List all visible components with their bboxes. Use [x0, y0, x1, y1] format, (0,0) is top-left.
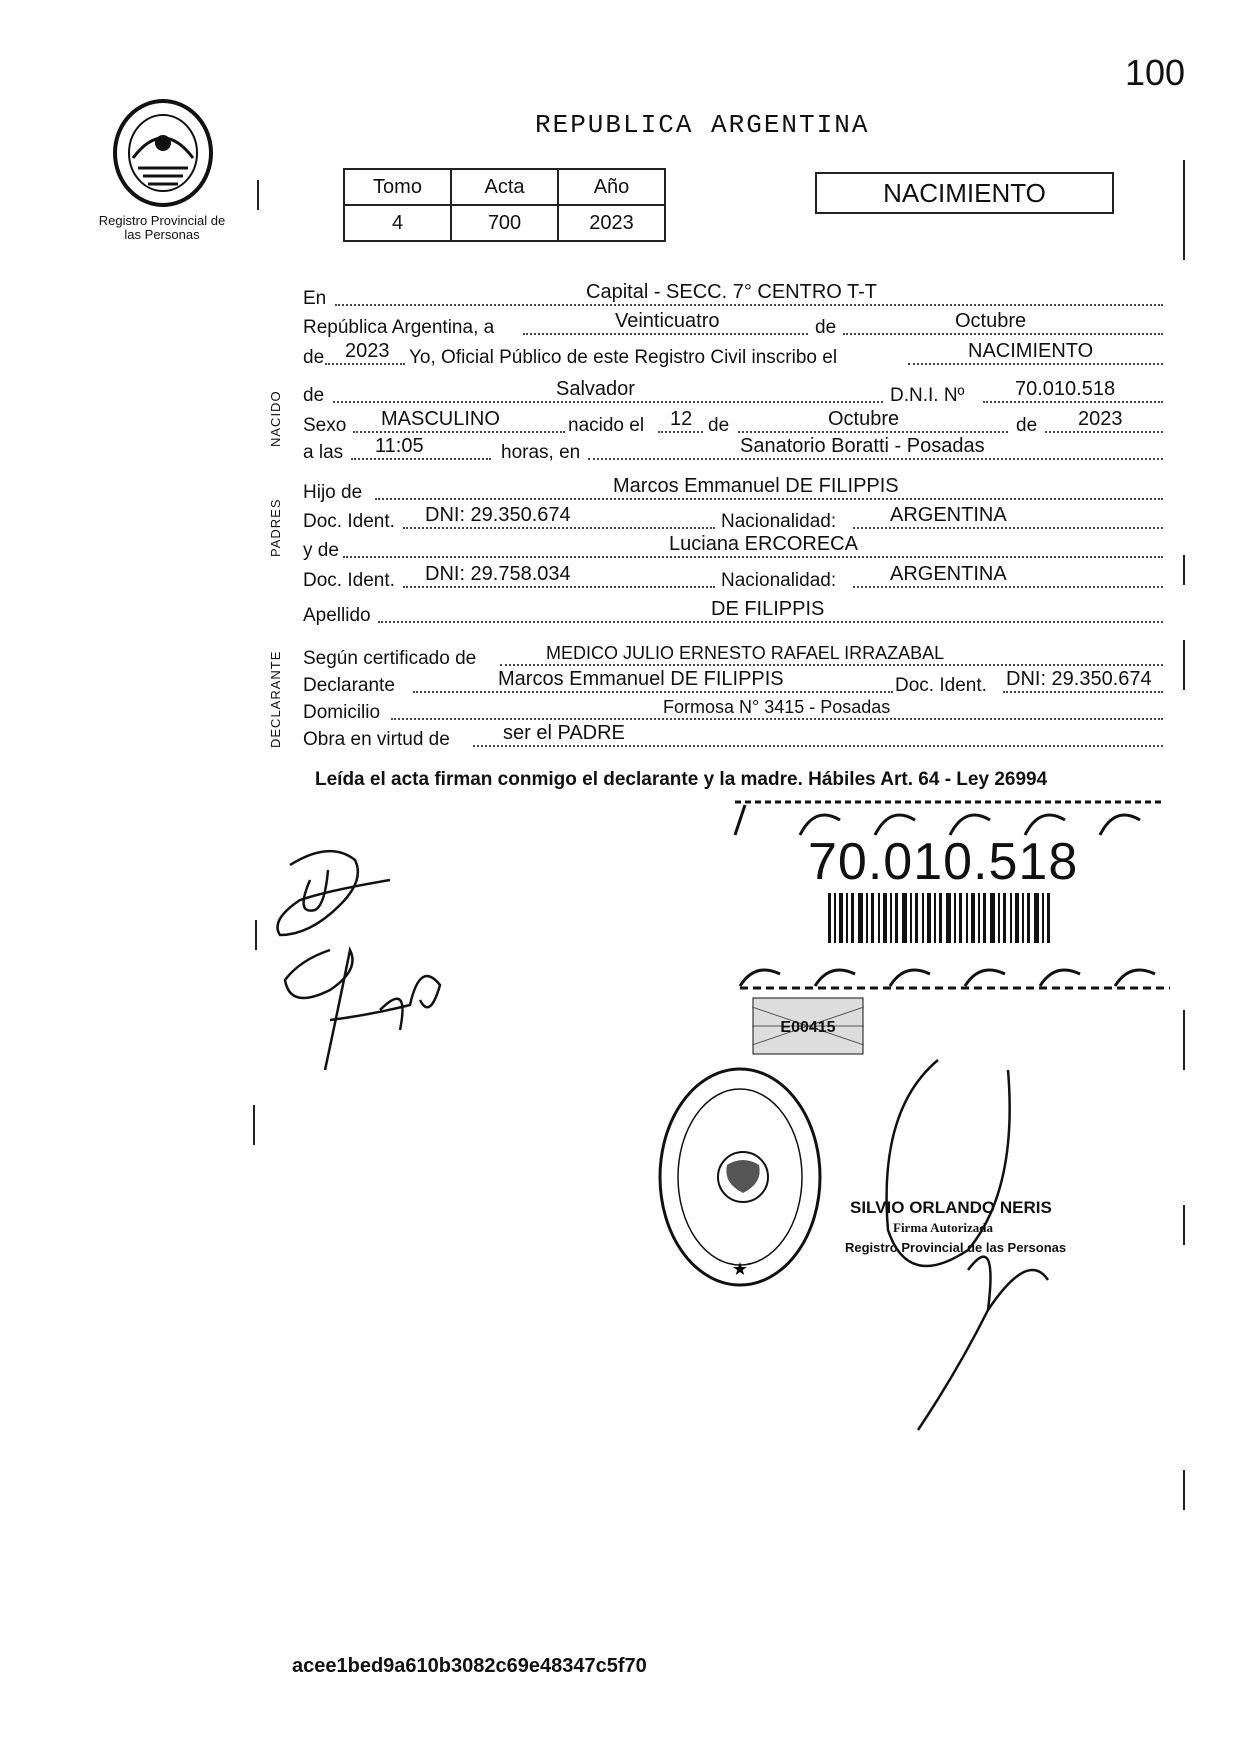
nacionalidad-label-1: Nacionalidad:: [721, 511, 837, 532]
mother-dni: DNI: 29.758.034: [425, 563, 571, 585]
tomo-value: 4: [344, 205, 451, 241]
birth-month: Octubre: [828, 408, 900, 430]
nacido-el-label: nacido el: [568, 415, 645, 436]
official-signature: [858, 1050, 1058, 1440]
handwritten-signatures: [270, 840, 490, 1080]
year-value: 2023: [345, 340, 390, 362]
sexo-label: Sexo: [303, 415, 347, 436]
birth-place: Sanatorio Boratti - Posadas: [740, 435, 985, 457]
mother-nationality: ARGENTINA: [890, 563, 1007, 585]
official-office: Registro Provincial de las Personas: [845, 1240, 1067, 1255]
father-nationality: ARGENTINA: [890, 504, 1007, 526]
logo-caption: Registro Provincial de las Personas: [98, 213, 226, 242]
declarant-dni: DNI: 29.350.674: [1006, 668, 1152, 690]
row-hijo: [303, 475, 1163, 506]
a-las-label: a las: [303, 442, 344, 463]
doc-ident-label-1: Doc. Ident.: [303, 511, 395, 532]
side-label-padres: PADRES: [268, 498, 283, 557]
declarante-label: Declarante: [303, 675, 395, 696]
anio-value: 2023: [558, 205, 665, 241]
nacido-de-label: de: [303, 385, 325, 406]
security-serial-number: 70.010.518: [808, 833, 1079, 891]
row-doc-mother: [303, 563, 1163, 594]
doc-ident-label-2: Doc. Ident.: [303, 570, 395, 591]
acta-value: 700: [451, 205, 558, 241]
declarant-name: Marcos Emmanuel DE FILIPPIS: [498, 668, 784, 690]
row-republica: [303, 310, 1163, 341]
record-reference-table: [343, 168, 666, 242]
row-apellido: [303, 598, 1163, 629]
svg-text:★: ★: [731, 1259, 749, 1279]
certificado-label: Según certificado de: [303, 648, 477, 669]
official-role: Firma Autorizada: [893, 1220, 994, 1235]
side-label-nacido: NACIDO: [268, 390, 283, 447]
hijo-de-label: Hijo de: [303, 482, 363, 503]
nacionalidad-label-2: Nacionalidad:: [721, 570, 837, 591]
row-hora: [303, 435, 1163, 466]
side-label-declarante: DECLARANTE: [268, 650, 283, 748]
de-label-4: de: [1016, 415, 1038, 436]
father-dni: DNI: 29.350.674: [425, 504, 571, 526]
child-dni: 70.010.518: [1015, 378, 1116, 400]
doctor-name: MEDICO JULIO ERNESTO RAFAEL IRRAZABAL: [546, 643, 945, 663]
row-obra: [303, 722, 1163, 753]
row-y-de: [303, 533, 1163, 564]
hologram-code: E00415: [780, 1019, 836, 1036]
row-declarante: [303, 668, 1163, 699]
day-in-words: Veinticuatro: [615, 310, 720, 332]
security-band-bottom: [735, 958, 1175, 990]
address-value: Formosa N° 3415 - Posadas: [663, 697, 891, 717]
acta-header: Acta: [451, 169, 558, 205]
closing-statement: Leída el acta firman conmigo el declarante y la madre. Hábiles Art. 64 - Ley 26994: [315, 769, 1048, 790]
apellido-label: Apellido: [303, 605, 371, 626]
relation-value: ser el PADRE: [503, 722, 625, 744]
birth-day: 12: [670, 408, 693, 430]
row-domicilio: [303, 697, 1163, 726]
row-en: [303, 281, 1163, 312]
de-label-3: de: [708, 415, 730, 436]
record-type-box: NACIMIENTO: [815, 172, 1114, 214]
row-sexo: [303, 408, 1163, 439]
dni-label: D.N.I. Nº: [890, 385, 965, 406]
en-label: En: [303, 288, 327, 309]
official-text: Yo, Oficial Público de este Registro Civil inscribo el: [409, 347, 838, 368]
row-nacido-de: [303, 378, 1163, 409]
birth-time: 11:05: [375, 435, 424, 457]
horas-en-label: horas, en: [501, 442, 581, 463]
obra-label: Obra en virtud de: [303, 729, 450, 750]
event-value: NACIMIENTO: [968, 340, 1094, 362]
tomo-header: Tomo: [344, 169, 451, 205]
en-value: Capital - SECC. 7° CENTRO T-T: [586, 281, 878, 303]
row-doc-father: [303, 504, 1163, 535]
barcode: [828, 893, 1053, 943]
de-label: de: [815, 317, 837, 338]
provincial-seal-logo: [108, 98, 218, 213]
official-round-seal: [655, 1065, 825, 1290]
month-value: Octubre: [955, 310, 1027, 332]
sex-value: MASCULINO: [381, 408, 500, 430]
document-hash: acee1bed9a610b3082c69e48347c5f70: [292, 1655, 647, 1677]
anio-header: Año: [558, 169, 665, 205]
y-de-label: y de: [303, 540, 339, 561]
row-year: [303, 340, 1163, 371]
security-hologram: [752, 997, 864, 1055]
document-title: REPUBLICA ARGENTINA: [535, 110, 870, 140]
domicilio-label: Domicilio: [303, 702, 381, 723]
de-label-2: de: [303, 347, 325, 368]
republica-label: República Argentina, a: [303, 317, 495, 338]
page-number: 100: [1125, 52, 1186, 93]
official-name: SILVIO ORLANDO NERIS: [850, 1198, 1052, 1217]
surname-value: DE FILIPPIS: [711, 598, 825, 620]
mother-name: Luciana ERCORECA: [669, 533, 858, 555]
doc-ident-label-3: Doc. Ident.: [895, 675, 987, 696]
child-name: Salvador: [556, 378, 635, 400]
birth-year: 2023: [1078, 408, 1123, 430]
father-name: Marcos Emmanuel DE FILIPPIS: [613, 475, 899, 497]
